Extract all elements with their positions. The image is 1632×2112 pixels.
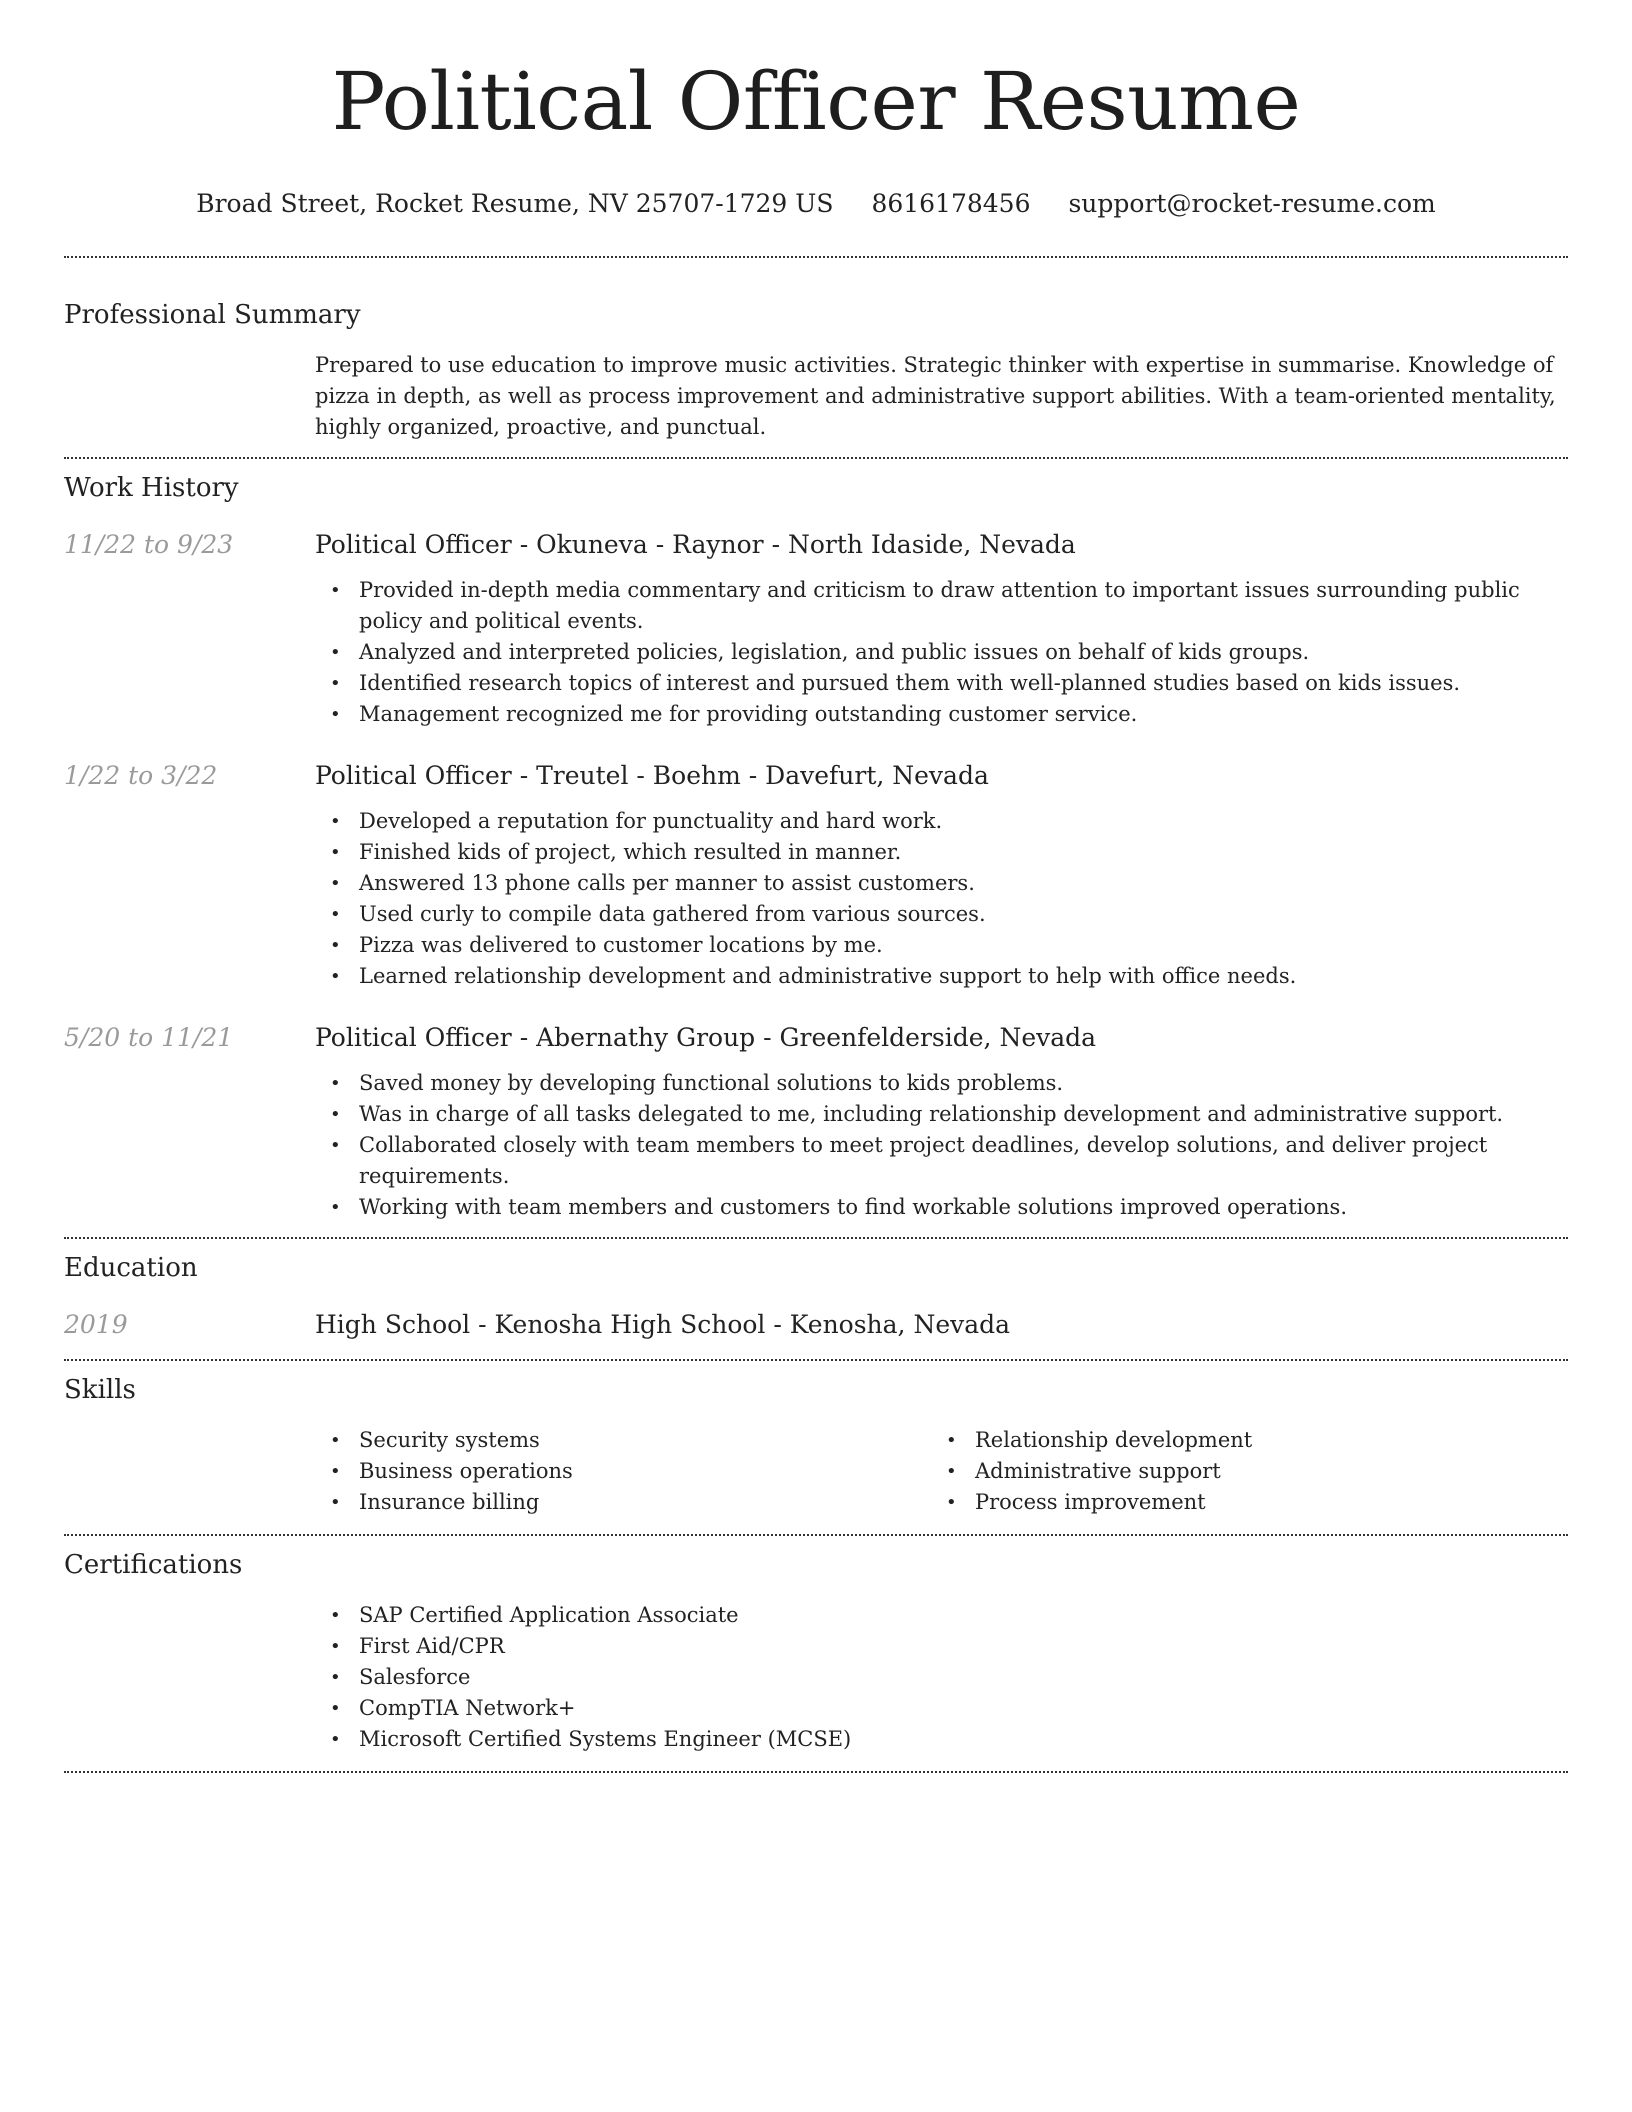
job-bullets bbox=[315, 575, 1568, 730]
work-history-section bbox=[64, 459, 1568, 1223]
job-title: Political Officer - Treutel - Boehm - Davefurt, Nevada bbox=[315, 761, 989, 790]
list-item: • Identified research topics of interest and pursued them with well-planned studies based on kids issues. bbox=[315, 668, 1568, 699]
job-bullets bbox=[315, 806, 1568, 992]
job-entry bbox=[64, 1022, 1568, 1223]
summary-section bbox=[64, 258, 1568, 443]
list-item: • Pizza was delivered to customer locations by me. bbox=[315, 930, 1568, 961]
job-dates: 1/22 to 3/22 bbox=[64, 761, 218, 790]
list-item: • Relationship development bbox=[931, 1425, 1547, 1456]
list-item: • Working with team members and customers to find workable solutions improved operations. bbox=[315, 1192, 1568, 1223]
summary-heading: Professional Summary bbox=[64, 300, 361, 330]
list-item: • Salesforce bbox=[315, 1662, 1568, 1693]
list-item: • Developed a reputation for punctuality and hard work. bbox=[315, 806, 1568, 837]
job-dates: 5/20 to 11/21 bbox=[64, 1023, 234, 1052]
list-item: • SAP Certified Application Associate bbox=[315, 1600, 1568, 1631]
education-section bbox=[64, 1239, 1568, 1341]
skills-list-right bbox=[931, 1425, 1547, 1518]
certifications-heading: Certifications bbox=[64, 1550, 243, 1580]
list-item: • Answered 13 phone calls per manner to assist customers. bbox=[315, 868, 1568, 899]
job-title: Political Officer - Abernathy Group - Greenfelderside, Nevada bbox=[315, 1023, 1097, 1052]
list-item: • Saved money by developing functional solutions to kids problems. bbox=[315, 1068, 1568, 1099]
divider bbox=[64, 1771, 1568, 1773]
list-item: • Collaborated closely with team members to meet project deadlines, develop solutions, and deliver project requirements. bbox=[315, 1130, 1568, 1192]
education-heading: Education bbox=[64, 1253, 198, 1283]
list-item: • First Aid/CPR bbox=[315, 1631, 1568, 1662]
list-item: • Administrative support bbox=[931, 1456, 1547, 1487]
list-item: • Business operations bbox=[315, 1456, 931, 1487]
list-item: • CompTIA Network+ bbox=[315, 1693, 1568, 1724]
job-dates: 11/22 to 9/23 bbox=[64, 530, 234, 559]
certifications-section bbox=[64, 1536, 1568, 1755]
contact-phone: 8616178456 bbox=[871, 189, 1031, 218]
list-item: • Insurance billing bbox=[315, 1487, 931, 1518]
list-item: • Was in charge of all tasks delegated to me, including relationship development and administrative support. bbox=[315, 1099, 1568, 1130]
skills-heading: Skills bbox=[64, 1375, 136, 1405]
work-history-heading: Work History bbox=[64, 473, 239, 503]
education-entry: High School - Kenosha High School - Kenosha, Nevada bbox=[315, 1310, 1011, 1339]
list-item: • Finished kids of project, which resulted in manner. bbox=[315, 837, 1568, 868]
job-entry bbox=[64, 529, 1568, 730]
skills-columns bbox=[315, 1425, 1568, 1518]
list-item: • Process improvement bbox=[931, 1487, 1547, 1518]
job-title: Political Officer - Okuneva - Raynor - North Idaside, Nevada bbox=[315, 530, 1076, 559]
skills-section bbox=[64, 1361, 1568, 1518]
summary-text: Prepared to use education to improve music activities. Strategic thinker with expertise in summarise. Knowledge of pizza in depth, as well as process improvement and administrative support abilities. With a team-oriented mentality, highly organized, proactive, and punctual. bbox=[315, 353, 1556, 439]
skills-list-left bbox=[315, 1425, 931, 1518]
list-item: • Security systems bbox=[315, 1425, 931, 1456]
list-item: • Used curly to compile data gathered from various sources. bbox=[315, 899, 1568, 930]
page-title: Political Officer Resume bbox=[331, 55, 1301, 148]
list-item: • Learned relationship development and administrative support to help with office needs. bbox=[315, 961, 1568, 992]
contact-email: support@rocket-resume.com bbox=[1068, 189, 1436, 218]
education-year: 2019 bbox=[64, 1310, 128, 1339]
list-item: • Provided in-depth media commentary and criticism to draw attention to important issues surrounding public policy and political events. bbox=[315, 575, 1568, 637]
certifications-list bbox=[315, 1600, 1568, 1755]
list-item: • Analyzed and interpreted policies, legislation, and public issues on behalf of kids groups. bbox=[315, 637, 1568, 668]
job-bullets bbox=[315, 1068, 1568, 1223]
list-item: • Microsoft Certified Systems Engineer (MCSE) bbox=[315, 1724, 1568, 1755]
list-item: • Management recognized me for providing outstanding customer service. bbox=[315, 699, 1568, 730]
contact-line bbox=[64, 188, 1568, 220]
job-entry bbox=[64, 760, 1568, 992]
contact-address: Broad Street, Rocket Resume, NV 25707-1729 US bbox=[196, 189, 834, 218]
